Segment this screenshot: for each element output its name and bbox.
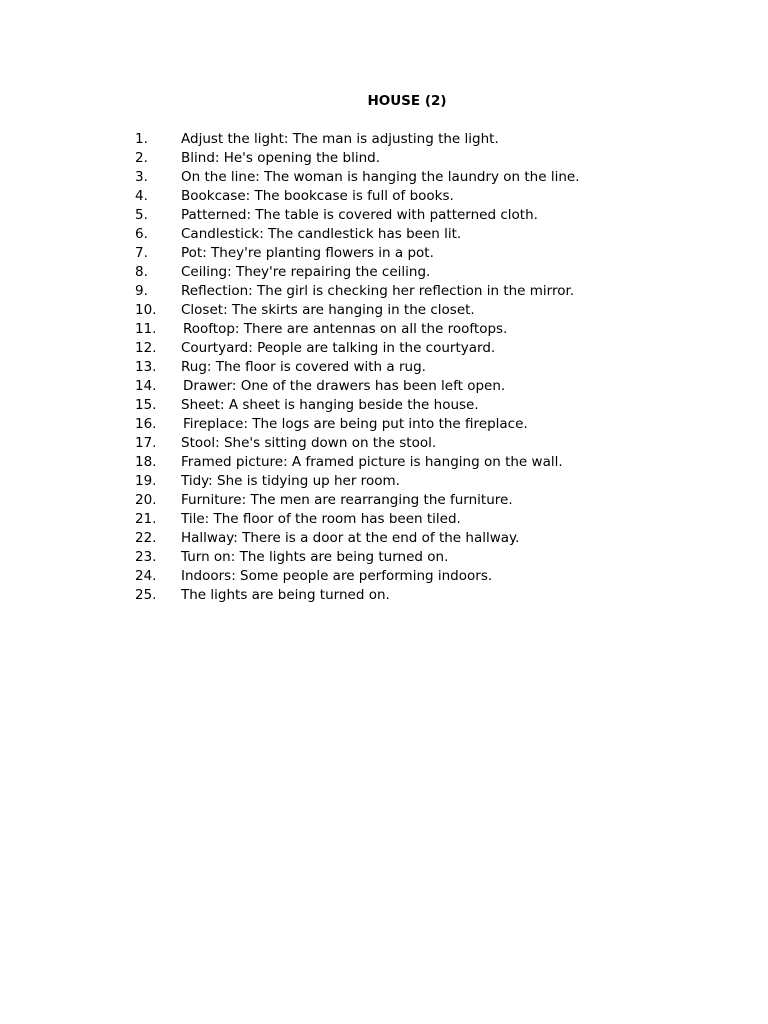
list-item [135, 281, 579, 300]
list-item [135, 433, 579, 452]
item-text: Rug: The floor is covered with a rug. [181, 358, 426, 375]
item-number: 25. [135, 586, 157, 603]
vocabulary-list [135, 129, 579, 604]
list-item [135, 490, 579, 509]
item-number: 4. [135, 187, 148, 204]
item-number: 12. [135, 339, 157, 356]
item-number: 7. [135, 244, 148, 261]
list-item [135, 471, 579, 490]
list-item [135, 300, 579, 319]
list-item [135, 585, 579, 604]
item-text: Closet: The skirts are hanging in the closet. [181, 301, 475, 318]
item-text: Bookcase: The bookcase is full of books. [181, 187, 454, 204]
item-number: 20. [135, 491, 157, 508]
item-text: Hallway: There is a door at the end of the hallway. [181, 529, 520, 546]
item-number: 21. [135, 510, 157, 527]
document-title: HOUSE (2) [367, 93, 447, 109]
list-item [135, 528, 579, 547]
item-text: Adjust the light: The man is adjusting the light. [181, 130, 499, 147]
item-number: 16. [135, 415, 157, 432]
item-number: 13. [135, 358, 157, 375]
list-item [135, 129, 579, 148]
item-text: Tidy: She is tidying up her room. [181, 472, 400, 489]
item-text: Sheet: A sheet is hanging beside the house. [181, 396, 479, 413]
item-text: Rooftop: There are antennas on all the rooftops. [183, 320, 508, 337]
item-number: 22. [135, 529, 157, 546]
item-text: Drawer: One of the drawers has been left open. [183, 377, 506, 394]
item-number: 14. [135, 377, 157, 394]
item-text: Patterned: The table is covered with patterned cloth. [181, 206, 538, 223]
list-item [135, 395, 579, 414]
item-number: 1. [135, 130, 148, 147]
item-number: 19. [135, 472, 157, 489]
list-item [135, 338, 579, 357]
item-text: Furniture: The men are rearranging the furniture. [181, 491, 513, 508]
item-number: 15. [135, 396, 157, 413]
list-item [135, 547, 579, 566]
item-text: Fireplace: The logs are being put into the fireplace. [183, 415, 528, 432]
item-text: Stool: She's sitting down on the stool. [181, 434, 437, 451]
item-number: 2. [135, 149, 148, 166]
item-text: Tile: The floor of the room has been tiled. [181, 510, 461, 527]
item-number: 10. [135, 301, 157, 318]
item-text: Blind: He's opening the blind. [181, 149, 381, 166]
list-item [135, 566, 579, 585]
item-text: Turn on: The lights are being turned on. [181, 548, 449, 565]
list-item [135, 262, 579, 281]
list-item [135, 224, 579, 243]
item-number: 3. [135, 168, 148, 185]
list-item [135, 414, 579, 433]
item-text: Candlestick: The candlestick has been lit. [181, 225, 462, 242]
item-text: Indoors: Some people are performing indoors. [181, 567, 493, 584]
list-item [135, 357, 579, 376]
list-item [135, 148, 579, 167]
item-number: 24. [135, 567, 157, 584]
item-number: 18. [135, 453, 157, 470]
item-number: 17. [135, 434, 157, 451]
list-item [135, 376, 579, 395]
item-number: 8. [135, 263, 148, 280]
item-text: Pot: They're planting flowers in a pot. [181, 244, 434, 261]
list-item [135, 243, 579, 262]
item-text: Framed picture: A framed picture is hanging on the wall. [181, 453, 563, 470]
item-text: Reflection: The girl is checking her reflection in the mirror. [181, 282, 575, 299]
list-item [135, 205, 579, 224]
list-item [135, 452, 579, 471]
item-number: 5. [135, 206, 148, 223]
item-text: Ceiling: They're repairing the ceiling. [181, 263, 431, 280]
list-item [135, 186, 579, 205]
item-number: 23. [135, 548, 157, 565]
item-text: The lights are being turned on. [181, 586, 390, 603]
item-number: 11. [135, 320, 157, 337]
list-item [135, 509, 579, 528]
list-item [135, 319, 579, 338]
item-number: 9. [135, 282, 148, 299]
item-number: 6. [135, 225, 148, 242]
list-item [135, 167, 579, 186]
item-text: On the line: The woman is hanging the laundry on the line. [181, 168, 580, 185]
item-text: Courtyard: People are talking in the courtyard. [181, 339, 496, 356]
